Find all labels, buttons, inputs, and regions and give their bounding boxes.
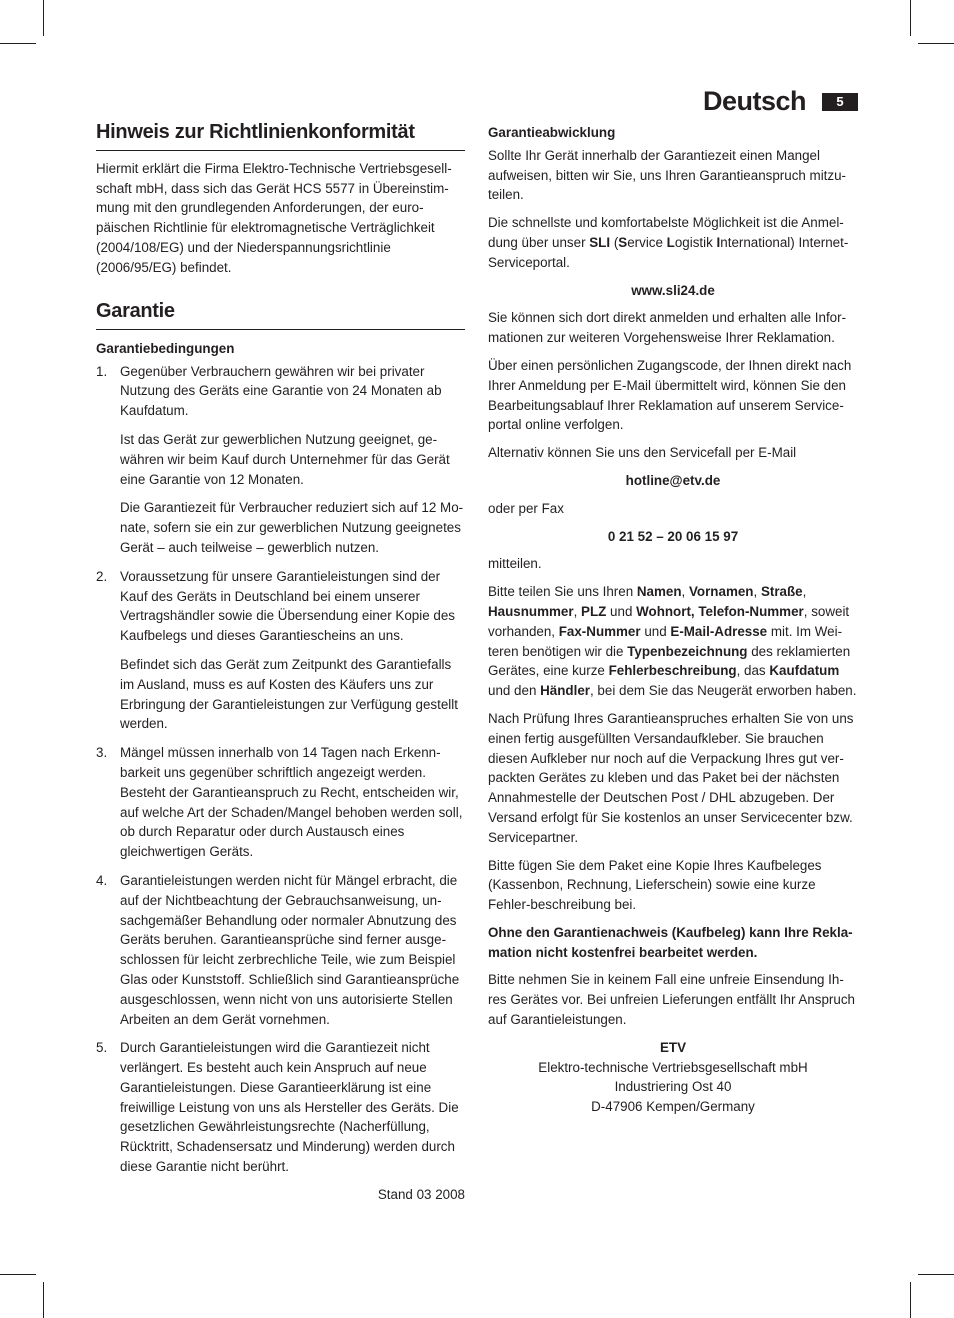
sli-paragraph: Die schnellste und komfortabelste Möglichkeit ist die Anmel-dung über unser SLI (Service Logistik International) Internet-Serviceportal. xyxy=(488,215,849,270)
fax-number: 0 21 52 – 20 06 15 97 xyxy=(607,528,739,544)
list-item xyxy=(96,567,465,734)
list-item xyxy=(96,743,465,862)
language-title: Deutsch xyxy=(702,86,806,116)
crop-mark xyxy=(918,1274,954,1275)
crop-mark xyxy=(0,43,36,44)
item-paragraph: Ist das Gerät zur gewerblichen Nutzung geeignet, ge-währen wir beim Kauf durch Unternehmer für das Gerät eine Garantie von 12 Monaten. xyxy=(120,431,450,487)
crop-mark xyxy=(43,0,44,36)
paragraph: Über einen persönlichen Zugangscode, der Ihnen direkt nach Ihrer Anmeldung per E-Mail übermittelt wird, können Sie den Bearbeitungsablauf Ihrer Reklamation auf unserem Service-portal online verfolgen. xyxy=(488,357,852,433)
company-short: ETV xyxy=(659,1039,687,1055)
paragraph: Alternativ können Sie uns den Servicefall per E-Mail xyxy=(488,445,797,461)
garantie-subtitle: Garantiebedingungen xyxy=(96,340,235,356)
abwicklung-title: Garantieabwicklung xyxy=(488,125,616,140)
list-item xyxy=(96,362,465,558)
list-item xyxy=(96,1038,465,1177)
crop-mark xyxy=(0,1274,36,1275)
stand-date: Stand 03 2008 xyxy=(377,1186,465,1202)
item-number: 2. xyxy=(96,568,108,584)
paragraph: Bitte nehmen Sie in keinem Fall eine unfreie Einsendung Ih-res Gerätes vor. Bei unfreien Lieferungen entfällt Ihr Anspruch auf Garantieleistungen. xyxy=(488,972,855,1028)
garantie-list xyxy=(96,362,465,1177)
paragraph: Bitte fügen Sie dem Paket eine Kopie Ihres Kaufbeleges (Kassenbon, Rechnung, Lieferschein) sowie eine kurze Fehler-beschreibung bei. xyxy=(488,857,822,913)
conformity-text: Hiermit erklärt die Firma Elektro-Technische Vertriebsgesell-schaft mbH, dass sich das Gerät HCS 5577 in Übereinstim-mung mit den grundlegenden Anforderungen, der euro-päischen Richtlinie für elektromagnetische Verträglichkeit (2004/108/EG) und der Niederspannungsrichtlinie (2006/95/EG) befindet. xyxy=(96,160,452,275)
item-paragraph: Gegenüber Verbrauchern gewähren wir bei privater Nutzung des Geräts eine Garantie von 24 Monaten ab Kaufdatum. xyxy=(120,363,442,419)
item-paragraph: Mängel müssen innerhalb von 14 Tagen nach Erkenn-barkeit uns gegenüber schriftlich angezeigt werden. Besteht der Garantieanspruch zu Recht, entscheiden wir, auf welche Art der Schaden/Mangel behoben werden soll, ob durch Reparatur oder durch Austausch eines gleichwertigen Geräts. xyxy=(120,745,463,860)
crop-mark xyxy=(910,1282,911,1318)
company-name: Elektro-technische Vertriebsgesellschaft mbH xyxy=(538,1059,808,1075)
company-city: D-47906 Kempen/Germany xyxy=(591,1099,755,1115)
paragraph: Sollte Ihr Gerät innerhalb der Garantiezeit einen Mangel aufweisen, bitten wir Sie, uns Ihren Garantieanspruch mitzu-teilen. xyxy=(488,147,847,203)
crop-mark xyxy=(918,43,954,44)
paragraph: mitteilen. xyxy=(488,556,542,572)
required-info-paragraph: Bitte teilen Sie uns Ihren Namen, Vornamen, Straße, Hausnummer, PLZ und Wohnort, Telefon-Nummer, soweit vorhanden, Fax-Nummer und E-Mail-Adresse mit. Im Wei-teren benötigen wir die Typenbezeichnung des reklamierten Gerätes, eine kurze Fehlerbeschreibung, das Kaufdatum und den Händler, bei dem Sie das Neugerät erworben haben. xyxy=(488,584,857,699)
item-paragraph: Durch Garantieleistungen wird die Garantiezeit nicht verlängert. Es besteht auch kein Anspruch auf neue Garantieleistungen. Diese Garantieerklärung ist eine freiwillige Leistung von uns als Hersteller des Geräts. Die gesetzlichen Gewährleistungsrechte (Nacherfüllung, Rücktritt, Schadensersatz und Minderung) werden durch diese Garantie nicht berührt. xyxy=(120,1040,459,1175)
item-paragraph: Voraussetzung für unsere Garantieleistungen sind der Kauf des Geräts in Deutschland bei einem unserer Vertragshändler sowie die Übersendung einer Kopie des Kaufbelegs und dieses Garantiescheins an uns. xyxy=(120,568,455,644)
garantie-section xyxy=(96,302,465,1205)
paragraph: Nach Prüfung Ihres Garantieanspruches erhalten Sie von uns einen fertig ausgefüllten Versandaufkleber. Sie brauchen diesen Aufkleber nur noch auf die Verpackung Ihres gut ver-packten Gerätes zu kleben und das Paket bei der nächsten Annahmestelle der Deutschen Post / DHL abzugeben. Der Versand erfolgt für Sie kostenlos an unser Servicecenter bzw. Servicepartner. xyxy=(488,710,854,845)
paragraph: oder per Fax xyxy=(488,500,564,516)
conformity-section xyxy=(96,123,465,278)
item-number: 4. xyxy=(96,872,108,888)
crop-mark xyxy=(43,1282,44,1318)
item-number: 5. xyxy=(96,1040,108,1056)
warning-paragraph: Ohne den Garantienachweis (Kaufbeleg) kann Ihre Rekla-mation nicht kostenfrei bearbeitet werden. xyxy=(488,924,853,960)
company-street: Industriering Ost 40 xyxy=(614,1079,732,1095)
item-paragraph: Die Garantiezeit für Verbraucher reduziert sich auf 12 Mo-nate, sofern sie ein zur gewerblichen Nutzung geeignetes Gerät – auch teilweise – gewerblich nutzen. xyxy=(120,500,464,555)
item-number: 3. xyxy=(96,745,108,761)
hotline-email: hotline@etv.de xyxy=(625,472,721,488)
abwicklung-section xyxy=(488,123,858,1117)
item-number: 1. xyxy=(96,363,108,379)
list-item xyxy=(96,871,465,1029)
company-address xyxy=(488,1038,858,1117)
crop-mark xyxy=(910,0,911,36)
page-header xyxy=(703,86,858,117)
garantie-title: Garantie xyxy=(96,302,465,330)
item-paragraph: Garantieleistungen werden nicht für Mängel erbracht, die auf der Nichtbeachtung der Gebrauchsanweisung, un-sachgemäßer Behandlung oder normaler Abnutzung des Geräts beruhen. Garantieansprüche sind ferner ausge-schlossen für leicht zerbrechliche Teile, wie zum Beispiel Glas oder Kunststoff. Schließlich sind Garantieansprüche ausgeschlossen, wenn nicht von uns autorisierte Stellen Arbeiten an dem Gerät vornehmen. xyxy=(120,872,460,1027)
page-number: 5 xyxy=(822,93,858,111)
conformity-title: Hinweis zur Richtlinienkonformität xyxy=(96,123,465,151)
item-paragraph: Befindet sich das Gerät zum Zeitpunkt des Garantiefalls im Ausland, muss es auf Kosten des Käufers uns zur Erbringung der Garantieleistungen zur Verfügung gestellt werden. xyxy=(120,656,458,732)
paragraph: Sie können sich dort direkt anmelden und erhalten alle Infor-mationen zur weiteren Vorgehensweise Ihrer Reklamation. xyxy=(488,310,847,346)
service-url: www.sli24.de xyxy=(631,282,715,298)
